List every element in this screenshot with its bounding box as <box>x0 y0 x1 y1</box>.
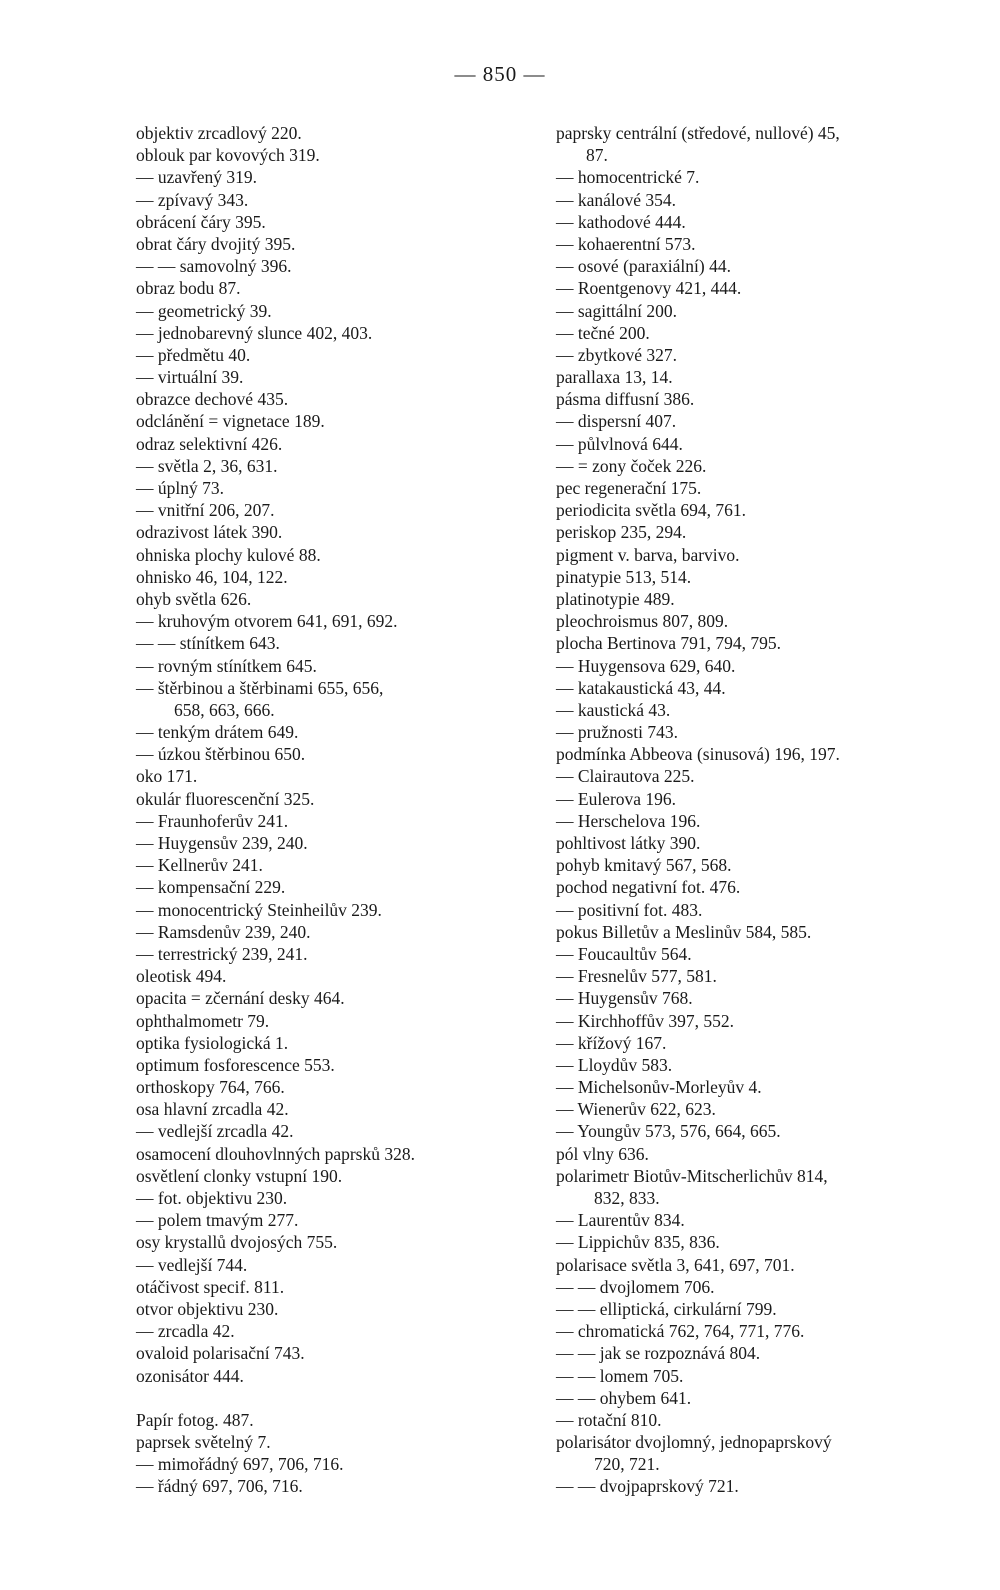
index-entry: — rovným stínítkem 645. <box>136 655 317 676</box>
index-entry: paprsek světelný 7. <box>136 1431 271 1452</box>
index-entry: — zpívavý 343. <box>136 189 249 210</box>
index-entry: polarisace světla 3, 641, 697, 701. <box>556 1254 795 1275</box>
index-entry: — — lomem 705. <box>556 1365 684 1386</box>
index-entry: — kohaerentní 573. <box>556 233 696 254</box>
index-entry: ohyb světla 626. <box>136 588 252 609</box>
index-entry: pochod negativní fot. 476. <box>556 877 741 898</box>
index-entry: — Wienerův 622, 623. <box>556 1099 716 1120</box>
index-entry: — Kirchhoffův 397, 552. <box>556 1010 735 1031</box>
index-entry: — Herschelova 196. <box>556 810 701 831</box>
index-entry: oleotisk 494. <box>136 966 227 987</box>
index-entry: — zrcadla 42. <box>136 1321 235 1342</box>
index-entry: osa hlavní zrcadla 42. <box>136 1099 289 1120</box>
index-entry: — světla 2, 36, 631. <box>136 455 278 476</box>
index-entry: — virtuální 39. <box>136 367 244 388</box>
index-entry: — štěrbinou a štěrbinami 655, 656, <box>136 677 384 698</box>
index-entry: odraz selektivní 426. <box>136 433 283 454</box>
index-entry: paprsky centrální (středové, nullové) 45, <box>556 123 840 143</box>
index-entry: odclánění = vignetace 189. <box>136 411 325 432</box>
index-entry: obrácení čáry 395. <box>136 211 266 232</box>
index-entry: — Roentgenovy 421, 444. <box>556 278 742 299</box>
index-entry: — rotační 810. <box>556 1409 662 1430</box>
index-entry: oblouk par kovových 319. <box>136 145 320 166</box>
index-entry: pleochroismus 807, 809. <box>556 611 729 632</box>
index-entry: obrat čáry dvojitý 395. <box>136 233 296 254</box>
index-entry: — Huygensův 768. <box>556 988 693 1009</box>
index-entry: pigment v. barva, barvivo. <box>556 544 740 565</box>
index-entry: — úzkou štěrbinou 650. <box>136 744 306 765</box>
index-entry: periodicita světla 694, 761. <box>556 500 747 521</box>
index-entry: — kathodové 444. <box>556 211 686 232</box>
index-entry: pokus Billetův a Meslinův 584, 585. <box>556 921 812 942</box>
index-column-left <box>136 122 536 1497</box>
index-entry: — terrestrický 239, 241. <box>136 943 308 964</box>
index-entry: orthoskopy 764, 766. <box>136 1077 285 1098</box>
index-entry: — homocentrické 7. <box>556 167 700 188</box>
index-entry: — vedlejší zrcadla 42. <box>136 1121 294 1142</box>
index-entry: — uzavřený 319. <box>136 167 258 188</box>
index-entry: objektiv zrcadlový 220. <box>136 123 302 143</box>
index-entry: — Huygensův 239, 240. <box>136 833 308 853</box>
index-entry: — sagittální 200. <box>556 300 678 321</box>
index-entry: platinotypie 489. <box>556 588 675 609</box>
index-entry: — Eulerova 196. <box>556 788 677 809</box>
index-entry: — Lloydův 583. <box>556 1054 673 1075</box>
index-entry: — Ramsdenův 239, 240. <box>136 921 311 942</box>
index-entry: osy krystallů dvojosých 755. <box>136 1232 338 1253</box>
index-entry: pinatypie 513, 514. <box>556 566 692 587</box>
index-entry: — geometrický 39. <box>136 300 272 321</box>
index-entry: — Fresnelův 577, 581. <box>556 966 717 987</box>
index-entry: — Michelsonův-Morleyův 4. <box>556 1077 762 1098</box>
index-entry: polarisátor dvojlomný, jednopaprskový <box>556 1432 832 1453</box>
index-entry: ovaloid polarisační 743. <box>136 1343 305 1364</box>
index-entry: osvětlení clonky vstupní 190. <box>136 1165 343 1186</box>
index-entry: obraz bodu 87. <box>136 278 241 299</box>
index-entry: opacita = zčernání desky 464. <box>136 988 345 1009</box>
index-entry: — osové (paraxiální) 44. <box>556 256 731 277</box>
index-entry: — půlvlnová 644. <box>556 433 683 454</box>
index-entry: — dispersní 407. <box>556 411 677 432</box>
index-entry: Papír fotog. 487. <box>136 1409 254 1430</box>
index-entry: — chromatická 762, 764, 771, 776. <box>556 1321 805 1342</box>
index-entry: — tenkým drátem 649. <box>136 722 299 743</box>
index-entry: — zbytkové 327. <box>556 344 678 365</box>
index-entry: — = zony čoček 226. <box>556 455 707 476</box>
index-entry: — — samovolný 396. <box>136 256 292 277</box>
index-entry: polarimetr Biotův-Mitscherlichův 814, <box>556 1165 828 1186</box>
index-entry: — polem tmavým 277. <box>136 1210 299 1231</box>
index-column-right <box>556 122 976 1498</box>
index-entry: — Foucaultův 564. <box>556 943 692 964</box>
index-entry: — tečné 200. <box>556 322 650 343</box>
index-entry: — Kellnerův 241. <box>136 855 263 876</box>
index-entry: obrazce dechové 435. <box>136 389 289 410</box>
index-entry: oko 171. <box>136 766 198 787</box>
index-entry: pól vlny 636. <box>556 1143 649 1164</box>
index-entry: odrazivost látek 390. <box>136 522 283 543</box>
index-entry: — pružnosti 743. <box>556 722 679 743</box>
index-entry: — Laurentův 834. <box>556 1210 685 1231</box>
index-entry: — kaustická 43. <box>556 699 671 720</box>
index-entry: plocha Bertinova 791, 794, 795. <box>556 633 782 654</box>
index-entry: — — stínítkem 643. <box>136 633 280 654</box>
index-entry: otvor objektivu 230. <box>136 1298 279 1319</box>
index-entry: okulár fluorescenční 325. <box>136 788 315 809</box>
index-entry: — kanálové 354. <box>556 189 677 210</box>
index-entry-continuation: 658, 663, 666. <box>174 699 275 720</box>
index-entry: pohyb kmitavý 567, 568. <box>556 855 732 876</box>
index-entry: — mimořádný 697, 706, 716. <box>136 1454 344 1475</box>
index-entry: — — elliptická, cirkulární 799. <box>556 1298 777 1319</box>
index-entry-continuation: 87. <box>586 145 608 166</box>
index-entry: — předmětu 40. <box>136 344 251 365</box>
index-entry: parallaxa 13, 14. <box>556 367 673 388</box>
index-entry: — kruhovým otvorem 641, 691, 692. <box>136 611 398 632</box>
index-entry: pásma diffusní 386. <box>556 389 695 410</box>
index-entry: — křížový 167. <box>556 1032 667 1053</box>
index-entry: optimum fosforescence 553. <box>136 1054 335 1075</box>
index-entry: ophthalmometr 79. <box>136 1010 270 1031</box>
index-entry-continuation: 720, 721. <box>594 1454 660 1475</box>
index-entry: ohnisko 46, 104, 122. <box>136 566 288 587</box>
index-entry: — Lippichův 835, 836. <box>556 1232 720 1253</box>
index-entry: — kompensační 229. <box>136 877 286 898</box>
index-entry: — vedlejší 744. <box>136 1254 248 1275</box>
index-entry: osamocení dlouhovlnných paprsků 328. <box>136 1143 415 1164</box>
index-entry: podmínka Abbeova (sinusová) 196, 197. <box>556 744 840 765</box>
index-entry: — jednobarevný slunce 402, 403. <box>136 322 373 343</box>
index-entry: periskop 235, 294. <box>556 522 687 543</box>
index-entry: optika fysiologická 1. <box>136 1032 289 1053</box>
page-number: — 850 — <box>454 62 546 86</box>
index-entry: ohniska plochy kulové 88. <box>136 544 321 565</box>
index-entry: — úplný 73. <box>136 478 224 498</box>
index-entry: — katakaustická 43, 44. <box>556 677 726 698</box>
index-entry: — Fraunhoferův 241. <box>136 810 289 831</box>
index-entry: — vnitřní 206, 207. <box>136 500 275 521</box>
index-entry: ozonisátor 444. <box>136 1365 244 1386</box>
index-entry: — positivní fot. 483. <box>556 899 703 920</box>
index-entry-continuation: 832, 833. <box>594 1188 660 1208</box>
index-entry: otáčivost specif. 811. <box>136 1276 285 1297</box>
index-entry: pohltivost látky 390. <box>556 833 701 853</box>
index-entry: — Youngův 573, 576, 664, 665. <box>556 1121 781 1142</box>
index-entry: — — dvojlomem 706. <box>556 1276 715 1297</box>
index-entry: pec regenerační 175. <box>556 478 702 498</box>
index-entry: — — jak se rozpoznává 804. <box>556 1343 761 1364</box>
index-entry: — fot. objektivu 230. <box>136 1188 288 1208</box>
index-entry: — — dvojpaprskový 721. <box>556 1476 739 1497</box>
index-entry: — — ohybem 641. <box>556 1387 692 1408</box>
index-entry: — řádný 697, 706, 716. <box>136 1476 303 1497</box>
index-entry: — monocentrický Steinheilův 239. <box>136 899 382 920</box>
index-entry: — Clairautova 225. <box>556 766 695 787</box>
index-entry: — Huygensova 629, 640. <box>556 655 736 676</box>
